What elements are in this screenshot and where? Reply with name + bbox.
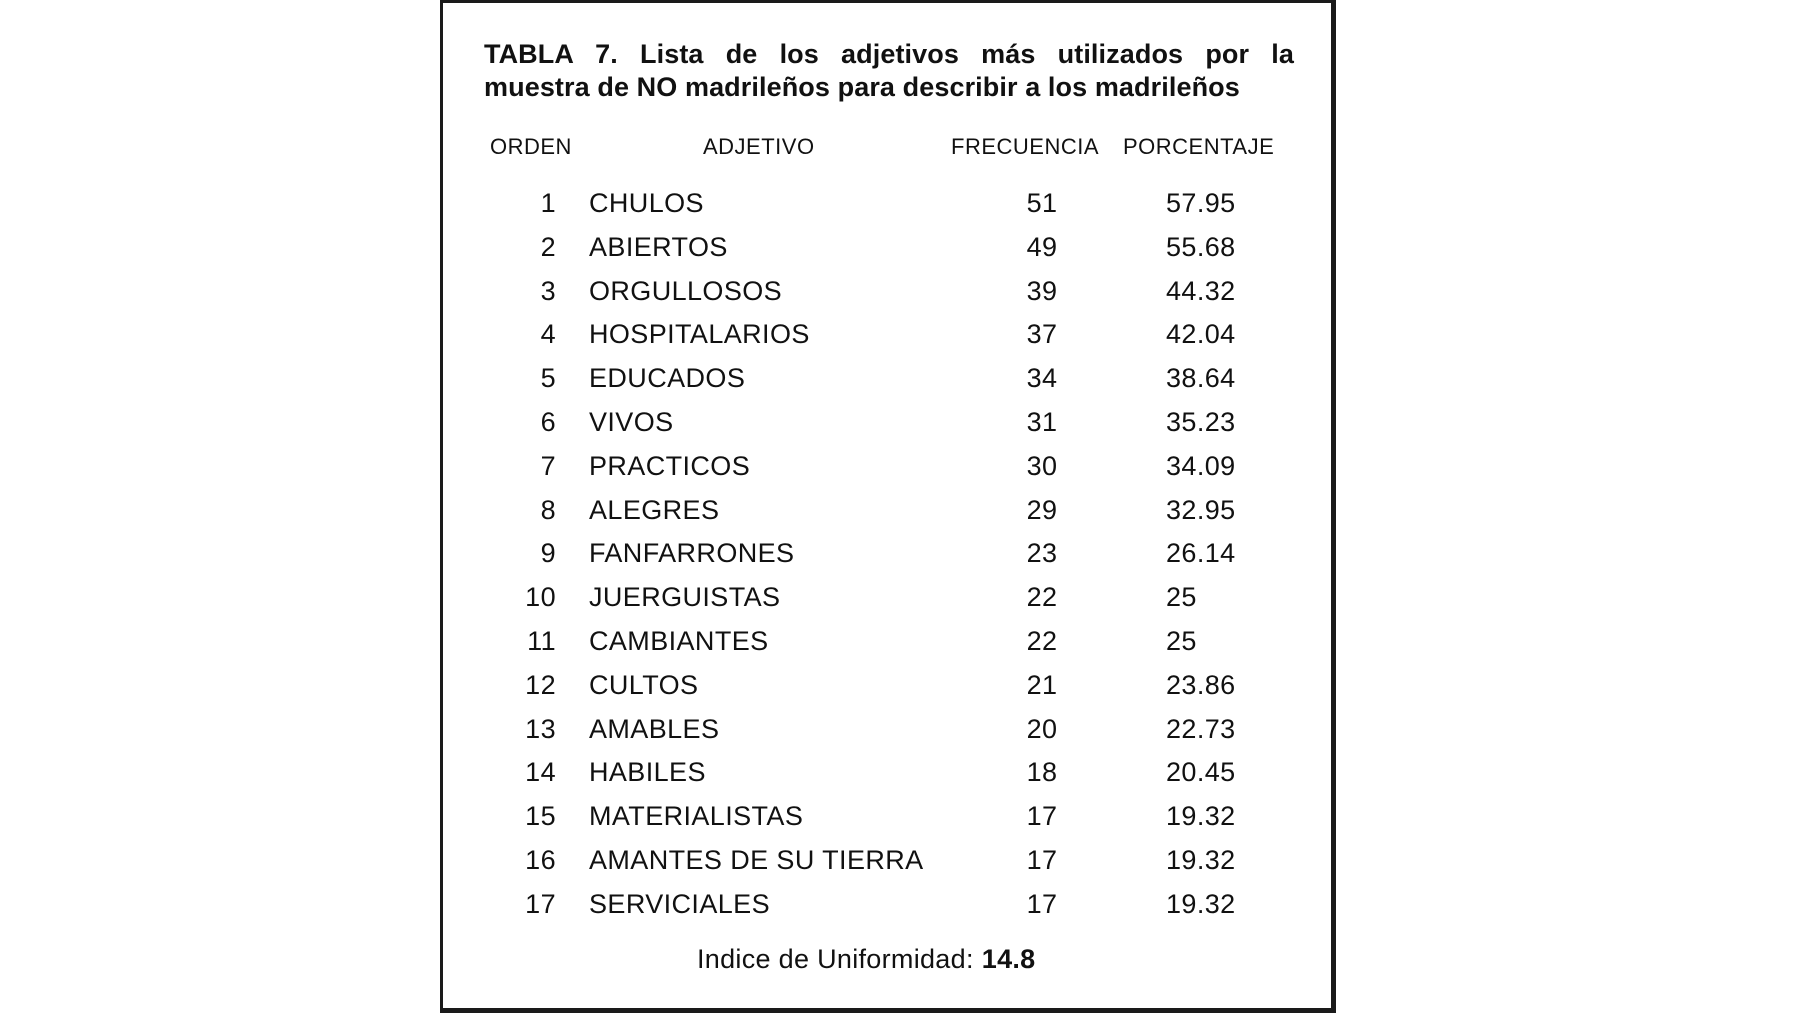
cell-porcentaje: 55.68 <box>1166 231 1236 262</box>
cell-orden: 6 <box>540 406 556 437</box>
table-row <box>0 316 1800 360</box>
cell-adjetivo: AMANTES DE SU TIERRA <box>589 844 924 875</box>
cell-adjetivo: FANFARRONES <box>589 538 795 569</box>
cell-orden: 3 <box>540 275 556 306</box>
cell-frecuencia: 23 <box>1026 538 1058 569</box>
cell-frecuencia: 22 <box>1026 582 1058 613</box>
table-row <box>0 229 1800 273</box>
cell-porcentaje: 34.09 <box>1166 450 1236 481</box>
cell-frecuencia: 51 <box>1026 188 1058 218</box>
cell-frecuencia: 37 <box>1026 319 1058 350</box>
cell-adjetivo: EDUCADOS <box>589 363 746 394</box>
table-row <box>0 798 1800 842</box>
cell-frecuencia: 39 <box>1026 275 1058 306</box>
cell-frecuencia: 30 <box>1026 450 1058 481</box>
cell-porcentaje: 57.95 <box>1166 188 1236 218</box>
cell-porcentaje: 19.32 <box>1166 801 1236 832</box>
cell-porcentaje: 25 <box>1166 582 1197 613</box>
cell-orden: 1 <box>540 188 556 218</box>
table-body <box>0 185 1800 930</box>
cell-orden: 17 <box>525 888 556 919</box>
cell-frecuencia: 18 <box>1026 757 1058 788</box>
table-row <box>0 886 1800 930</box>
table-title-line-1: TABLA 7. Lista de los adjetivos más utilizados por la <box>484 39 1294 69</box>
cell-adjetivo: ORGULLOSOS <box>589 275 783 306</box>
table-row <box>0 754 1800 798</box>
table-row <box>0 579 1800 623</box>
cell-frecuencia: 17 <box>1026 844 1058 875</box>
cell-frecuencia: 29 <box>1026 494 1058 525</box>
cell-orden: 12 <box>525 669 556 700</box>
cell-adjetivo: JUERGUISTAS <box>589 582 781 613</box>
cell-orden: 16 <box>525 844 556 875</box>
table-row <box>0 623 1800 667</box>
cell-orden: 8 <box>540 494 556 525</box>
cell-orden: 10 <box>525 582 556 613</box>
column-header-orden: ORDEN <box>490 134 572 159</box>
cell-frecuencia: 49 <box>1026 231 1058 262</box>
cell-frecuencia: 20 <box>1026 713 1058 744</box>
column-header-adjetivo: ADJETIVO <box>703 134 815 159</box>
uniformity-index <box>697 944 1036 975</box>
cell-orden: 15 <box>525 801 556 832</box>
cell-porcentaje: 22.73 <box>1166 713 1236 744</box>
cell-adjetivo: AMABLES <box>589 713 720 744</box>
cell-frecuencia: 34 <box>1026 363 1058 394</box>
cell-frecuencia: 17 <box>1026 888 1058 919</box>
cell-adjetivo: CHULOS <box>589 188 704 218</box>
table-frame-top-border <box>440 0 1336 3</box>
cell-orden: 4 <box>540 319 556 350</box>
cell-porcentaje: 19.32 <box>1166 888 1236 919</box>
column-header-frecuencia: FRECUENCIA <box>951 134 1100 159</box>
table-row <box>0 448 1800 492</box>
cell-porcentaje: 38.64 <box>1166 363 1236 394</box>
cell-porcentaje: 26.14 <box>1166 538 1236 569</box>
uniformity-index-value: 14.8 <box>981 944 1036 974</box>
cell-frecuencia: 31 <box>1026 406 1058 437</box>
uniformity-index-label: Indice de Uniformidad: <box>697 944 974 974</box>
cell-porcentaje: 23.86 <box>1166 669 1236 700</box>
table-row <box>0 273 1800 317</box>
cell-adjetivo: ABIERTOS <box>589 231 728 262</box>
cell-porcentaje: 20.45 <box>1166 757 1236 788</box>
cell-porcentaje: 25 <box>1166 625 1197 656</box>
cell-adjetivo: HABILES <box>589 757 706 788</box>
table-row <box>0 404 1800 448</box>
cell-porcentaje: 35.23 <box>1166 406 1236 437</box>
cell-orden: 14 <box>525 757 556 788</box>
table-title <box>484 38 1294 104</box>
table-row <box>0 535 1800 579</box>
cell-orden: 13 <box>525 713 556 744</box>
cell-adjetivo: HOSPITALARIOS <box>589 319 810 350</box>
table-title-line-2: muestra de NO madrileños para describir a los madrileños <box>484 72 1240 102</box>
cell-frecuencia: 22 <box>1026 625 1058 656</box>
cell-porcentaje: 42.04 <box>1166 319 1236 350</box>
cell-orden: 2 <box>540 231 556 262</box>
cell-orden: 5 <box>540 363 556 394</box>
cell-adjetivo: ALEGRES <box>589 494 720 525</box>
cell-adjetivo: VIVOS <box>589 406 674 437</box>
cell-orden: 11 <box>527 625 556 656</box>
cell-adjetivo: PRACTICOS <box>589 450 751 481</box>
cell-porcentaje: 32.95 <box>1166 494 1236 525</box>
cell-porcentaje: 19.32 <box>1166 844 1236 875</box>
table-row <box>0 667 1800 711</box>
column-header-porcentaje: PORCENTAJE <box>1123 134 1275 159</box>
table-row <box>0 185 1800 229</box>
table-row <box>0 711 1800 755</box>
table-row <box>0 842 1800 886</box>
table-row <box>0 492 1800 536</box>
cell-orden: 7 <box>540 450 556 481</box>
cell-porcentaje: 44.32 <box>1166 275 1236 306</box>
cell-adjetivo: CAMBIANTES <box>589 625 769 656</box>
table-row <box>0 360 1800 404</box>
cell-adjetivo: CULTOS <box>589 669 699 700</box>
cell-frecuencia: 17 <box>1026 801 1058 832</box>
cell-adjetivo: MATERIALISTAS <box>589 801 804 832</box>
cell-orden: 9 <box>540 538 556 569</box>
cell-frecuencia: 21 <box>1026 669 1058 700</box>
cell-adjetivo: SERVICIALES <box>589 888 770 919</box>
